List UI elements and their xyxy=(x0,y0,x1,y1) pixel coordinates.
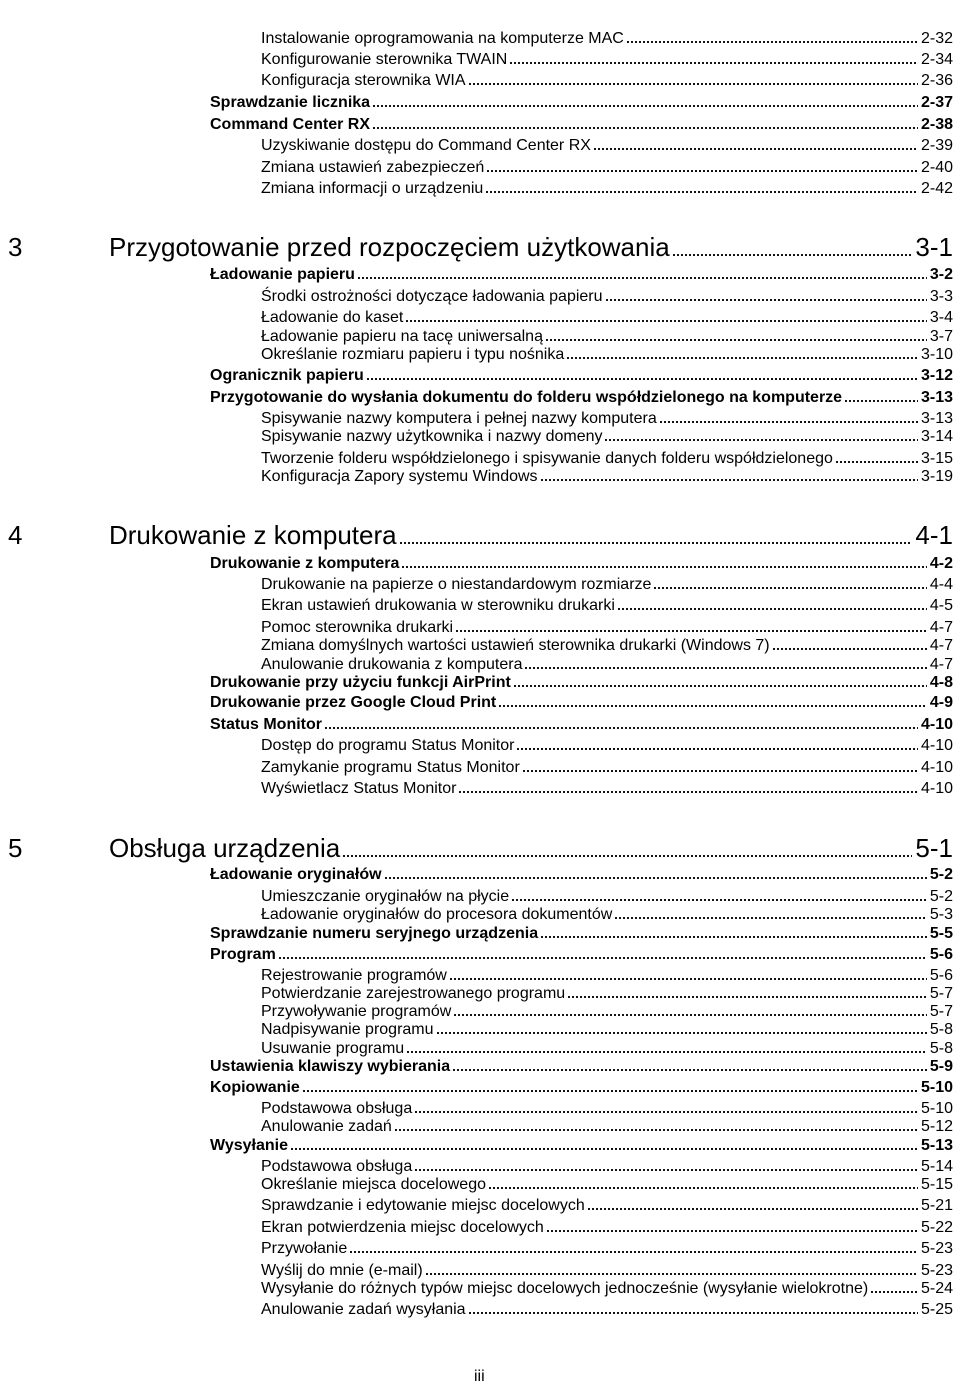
dot-leader xyxy=(468,83,918,85)
dot-leader xyxy=(593,148,918,150)
dot-leader xyxy=(653,587,926,589)
toc-entry-title: Zmiana domyślnych wartości ustawień sterownika drukarki (Windows 7) xyxy=(261,637,770,654)
toc-entry-title: Wyświetlacz Status Monitor xyxy=(261,780,457,797)
dot-leader xyxy=(509,62,918,64)
dot-leader xyxy=(626,41,918,43)
dot-leader xyxy=(357,277,927,279)
dot-leader xyxy=(366,378,918,380)
toc-entry-title: Ekran ustawień drukowania w sterowniku drukarki xyxy=(261,597,615,614)
toc-entry-title: Anulowanie zadań xyxy=(261,1118,392,1135)
dot-leader xyxy=(835,461,918,463)
dot-leader xyxy=(614,917,927,919)
toc-section[interactable] xyxy=(0,367,953,391)
toc-entry-title: Drukowanie przez Google Cloud Print xyxy=(210,694,497,711)
dot-leader xyxy=(617,608,927,610)
dot-leader xyxy=(659,421,918,423)
toc-entry-title: Program xyxy=(210,946,276,963)
toc-subsection[interactable] xyxy=(0,428,953,452)
toc-entry-page: 4-7 xyxy=(929,619,953,636)
toc-entry-title: Podstawowa obsługa xyxy=(261,1158,413,1175)
toc-entry-page: 2-36 xyxy=(920,72,953,89)
toc-entry-title: Ładowanie do kaset xyxy=(261,309,404,326)
toc-entry-title: Drukowanie z komputera xyxy=(210,555,400,572)
toc-section[interactable] xyxy=(0,94,953,118)
toc-entry-page: 5-6 xyxy=(929,946,953,963)
toc-entry-page: 5-1 xyxy=(915,833,953,863)
dot-leader xyxy=(772,648,927,650)
dot-leader xyxy=(436,1032,927,1034)
toc-entry-page: 2-32 xyxy=(920,30,953,47)
toc-entry-page: 5-24 xyxy=(920,1280,953,1297)
toc-entry-page: 5-3 xyxy=(929,906,953,923)
dot-leader xyxy=(372,127,918,129)
toc-entry-title: Ładowanie papieru xyxy=(210,266,355,283)
toc-entry-title: Spisywanie nazwy komputera i pełnej nazwy komputera xyxy=(261,410,657,427)
toc-entry-page: 5-14 xyxy=(920,1158,953,1175)
dot-leader xyxy=(498,705,927,707)
toc-entry-title: Potwierdzanie zarejestrowanego programu xyxy=(261,985,566,1002)
dot-leader xyxy=(604,439,917,441)
toc-entry-title: Ekran potwierdzenia miejsc docelowych xyxy=(261,1219,544,1236)
dot-leader xyxy=(513,685,927,687)
toc-entry-page: 3-15 xyxy=(920,450,953,467)
dot-leader xyxy=(516,748,918,750)
toc-entry-page: 2-40 xyxy=(920,159,953,176)
toc-entry-page: 4-7 xyxy=(929,656,953,673)
dot-leader xyxy=(587,1208,918,1210)
toc-entry-page: 5-25 xyxy=(920,1301,953,1318)
toc-entry-page: 5-21 xyxy=(920,1197,953,1214)
toc-entry-page: 3-4 xyxy=(929,309,953,326)
toc-entry-title: Status Monitor xyxy=(210,716,322,733)
dot-leader xyxy=(672,254,913,256)
dot-leader xyxy=(372,105,918,107)
chapter-number: 4 xyxy=(8,520,23,550)
toc-entry-title: Konfigurowanie sterownika TWAIN xyxy=(261,51,508,68)
toc-entry-page: 5-12 xyxy=(920,1118,953,1135)
toc-entry-title: Drukowanie przy użyciu funkcji AirPrint xyxy=(210,674,511,691)
toc-entry-title: Ładowanie papieru na tacę uniwersalną xyxy=(261,328,543,345)
toc-entry-title: Umieszczanie oryginałów na płycie xyxy=(261,888,510,905)
dot-leader xyxy=(486,170,918,172)
toc-entry-page: 4-10 xyxy=(920,716,953,733)
toc-entry-title: Instalowanie oprogramowania na komputerze MAC xyxy=(261,30,624,47)
dot-leader xyxy=(278,957,927,959)
toc-entry-page: 4-1 xyxy=(915,520,953,550)
dot-leader xyxy=(566,357,918,359)
toc-entry-title: Anulowanie drukowania z komputera xyxy=(261,656,523,673)
toc-entry-title: Podstawowa obsługa xyxy=(261,1100,413,1117)
toc-entry-title: Rejestrowanie programów xyxy=(261,967,447,984)
dot-leader xyxy=(844,400,918,402)
toc-entry-page: 4-5 xyxy=(929,597,953,614)
toc-entry-page: 3-10 xyxy=(920,346,953,363)
dot-leader xyxy=(468,1312,918,1314)
toc-entry-title: Dostęp do programu Status Monitor xyxy=(261,737,515,754)
dot-leader xyxy=(540,936,927,938)
dot-leader xyxy=(302,1090,918,1092)
toc-entry-title: Sprawdzanie licznika xyxy=(210,94,371,111)
toc-entry-title: Środki ostrożności dotyczące ładowania papieru xyxy=(261,288,603,305)
dot-leader xyxy=(453,1014,927,1016)
toc-entry-page: 3-13 xyxy=(920,389,953,406)
dot-leader xyxy=(384,877,927,879)
toc-entry-title: Ładowanie oryginałów xyxy=(210,866,382,883)
toc-subsection[interactable] xyxy=(0,737,953,761)
toc-entry-page: 5-13 xyxy=(920,1137,953,1154)
toc-entry-title: Tworzenie folderu współdzielonego i spisywanie danych folderu współdzielonego xyxy=(261,450,833,467)
dot-leader xyxy=(452,1069,927,1071)
toc-entry-page: 4-8 xyxy=(929,674,953,691)
toc-entry-title: Kopiowanie xyxy=(210,1079,300,1096)
toc-entry-title: Ustawienia klawiszy wybierania xyxy=(210,1058,451,1075)
toc-entry-title: Konfiguracja sterownika WIA xyxy=(261,72,466,89)
toc-entry-title: Sprawdzanie i edytowanie miejsc docelowych xyxy=(261,1197,585,1214)
dot-leader xyxy=(458,791,918,793)
toc-entry-page: 2-42 xyxy=(920,180,953,197)
toc-entry-title: Anulowanie zadań wysyłania xyxy=(261,1301,466,1318)
toc-entry-title: Przygotowanie do wysłania dokumentu do folderu współdzielonego na komputerze xyxy=(210,389,843,406)
dot-leader xyxy=(349,1251,918,1253)
toc-entry-title: Przygotowanie przed rozpoczęciem użytkowania xyxy=(109,232,670,262)
toc-entry-title: Zmiana informacji o urządzeniu xyxy=(261,180,484,197)
toc-subsection[interactable] xyxy=(0,180,953,204)
toc-entry-page: 5-5 xyxy=(929,925,953,942)
toc-chapter[interactable] xyxy=(0,520,953,554)
dot-leader xyxy=(511,899,927,901)
toc-chapter[interactable] xyxy=(0,833,953,867)
toc-entry-page: 5-2 xyxy=(929,866,953,883)
toc-entry-page: 3-19 xyxy=(920,468,953,485)
toc-entry-page: 3-1 xyxy=(915,232,953,262)
toc-subsection[interactable] xyxy=(0,137,953,161)
toc-entry-title: Określanie miejsca docelowego xyxy=(261,1176,486,1193)
dot-leader xyxy=(414,1111,918,1113)
toc-entry-page: 5-7 xyxy=(929,985,953,1002)
toc-entry-page: 3-3 xyxy=(929,288,953,305)
toc-subsection[interactable] xyxy=(0,1197,953,1221)
toc-entry-page: 4-4 xyxy=(929,576,953,593)
toc-entry-page: 4-10 xyxy=(920,759,953,776)
toc-entry-page: 5-8 xyxy=(929,1040,953,1057)
toc-entry-page: 3-12 xyxy=(920,367,953,384)
dot-leader xyxy=(414,1169,918,1171)
dot-leader xyxy=(485,191,918,193)
toc-entry-page: 3-2 xyxy=(929,266,953,283)
chapter-number: 5 xyxy=(8,833,23,863)
toc-entry-page: 3-7 xyxy=(929,328,953,345)
toc-entry-page: 2-37 xyxy=(920,94,953,111)
dot-leader xyxy=(455,630,927,632)
page-number: iii xyxy=(474,1368,485,1385)
toc-subsection[interactable] xyxy=(0,780,953,804)
toc-entry-page: 5-23 xyxy=(920,1262,953,1279)
toc-entry-title: Zmiana ustawień zabezpieczeń xyxy=(261,159,485,176)
dot-leader xyxy=(545,339,927,341)
toc-entry-page: 5-15 xyxy=(920,1176,953,1193)
toc-entry-page: 5-7 xyxy=(929,1003,953,1020)
toc-entry-page: 4-10 xyxy=(920,737,953,754)
dot-leader xyxy=(870,1291,918,1293)
dot-leader xyxy=(399,542,913,544)
toc-entry-page: 5-2 xyxy=(929,888,953,905)
dot-leader xyxy=(405,320,927,322)
toc-subsection[interactable] xyxy=(0,468,953,492)
toc-entry-page: 4-9 xyxy=(929,694,953,711)
toc-entry-title: Przywoływanie programów xyxy=(261,1003,452,1020)
toc-chapter[interactable] xyxy=(0,232,953,266)
toc-entry-title: Określanie rozmiaru papieru i typu nośnika xyxy=(261,346,565,363)
toc-section[interactable] xyxy=(0,694,953,718)
toc-entry-page: 5-6 xyxy=(929,967,953,984)
toc-entry-title: Obsługa urządzenia xyxy=(109,833,341,863)
toc-entry-title: Uzyskiwanie dostępu do Command Center RX xyxy=(261,137,591,154)
dot-leader xyxy=(546,1230,918,1232)
dot-leader xyxy=(342,855,912,857)
toc-entry-title: Wysyłanie xyxy=(210,1137,288,1154)
toc-entry-title: Sprawdzanie numeru seryjnego urządzenia xyxy=(210,925,539,942)
toc-subsection[interactable] xyxy=(0,1240,953,1264)
dot-leader xyxy=(401,566,927,568)
dot-leader xyxy=(540,479,918,481)
toc-entry-page: 5-8 xyxy=(929,1021,953,1038)
toc-entry-page: 5-10 xyxy=(920,1100,953,1117)
toc-entry-page: 2-39 xyxy=(920,137,953,154)
toc-entry-title: Ogranicznik papieru xyxy=(210,367,364,384)
toc-entry-page: 2-34 xyxy=(920,51,953,68)
toc-entry-page: 5-10 xyxy=(920,1079,953,1096)
toc-entry-page: 4-2 xyxy=(929,555,953,572)
dot-leader xyxy=(522,770,918,772)
toc-entry-title: Konfiguracja Zapory systemu Windows xyxy=(261,468,538,485)
toc-entry-page: 5-22 xyxy=(920,1219,953,1236)
dot-leader xyxy=(488,1187,918,1189)
toc-entry-page: 5-23 xyxy=(920,1240,953,1257)
toc-entry-page: 5-9 xyxy=(929,1058,953,1075)
dot-leader xyxy=(324,727,918,729)
toc-entry-page: 2-38 xyxy=(920,116,953,133)
dot-leader xyxy=(567,996,927,998)
dot-leader xyxy=(524,667,926,669)
toc-entry-title: Usuwanie programu xyxy=(261,1040,405,1057)
toc-section[interactable] xyxy=(0,266,953,290)
toc-entry-title: Wyślij do mnie (e-mail) xyxy=(261,1262,423,1279)
toc-entry-title: Drukowanie na papierze o niestandardowym rozmiarze xyxy=(261,576,652,593)
dot-leader xyxy=(449,978,927,980)
chapter-number: 3 xyxy=(8,232,23,262)
dot-leader xyxy=(406,1051,927,1053)
toc-entry-page: 4-7 xyxy=(929,637,953,654)
toc-entry-page: 3-13 xyxy=(920,410,953,427)
dot-leader xyxy=(605,299,927,301)
toc-entry-page: 4-10 xyxy=(920,780,953,797)
dot-leader xyxy=(425,1273,918,1275)
toc-subsection[interactable] xyxy=(0,597,953,621)
toc-entry-title: Drukowanie z komputera xyxy=(109,520,397,550)
toc-entry-page: 3-14 xyxy=(920,428,953,445)
toc-entry-title: Nadpisywanie programu xyxy=(261,1021,434,1038)
dot-leader xyxy=(290,1148,918,1150)
toc-section[interactable] xyxy=(0,866,953,890)
toc-entry-title: Command Center RX xyxy=(210,116,371,133)
toc-entry-title: Wysyłanie do różnych typów miejsc docelowych jednocześnie (wysyłanie wielokrotne) xyxy=(261,1280,869,1297)
toc-entry-title: Zamykanie programu Status Monitor xyxy=(261,759,520,776)
toc-entry-title: Przywołanie xyxy=(261,1240,348,1257)
toc-entry-title: Pomoc sterownika drukarki xyxy=(261,619,454,636)
toc-entry-title: Ładowanie oryginałów do procesora dokumentów xyxy=(261,906,613,923)
dot-leader xyxy=(394,1129,918,1131)
toc-entry-title: Spisywanie nazwy użytkownika i nazwy domeny xyxy=(261,428,603,445)
toc-subsection[interactable] xyxy=(0,1301,953,1325)
toc-subsection[interactable] xyxy=(0,72,953,96)
